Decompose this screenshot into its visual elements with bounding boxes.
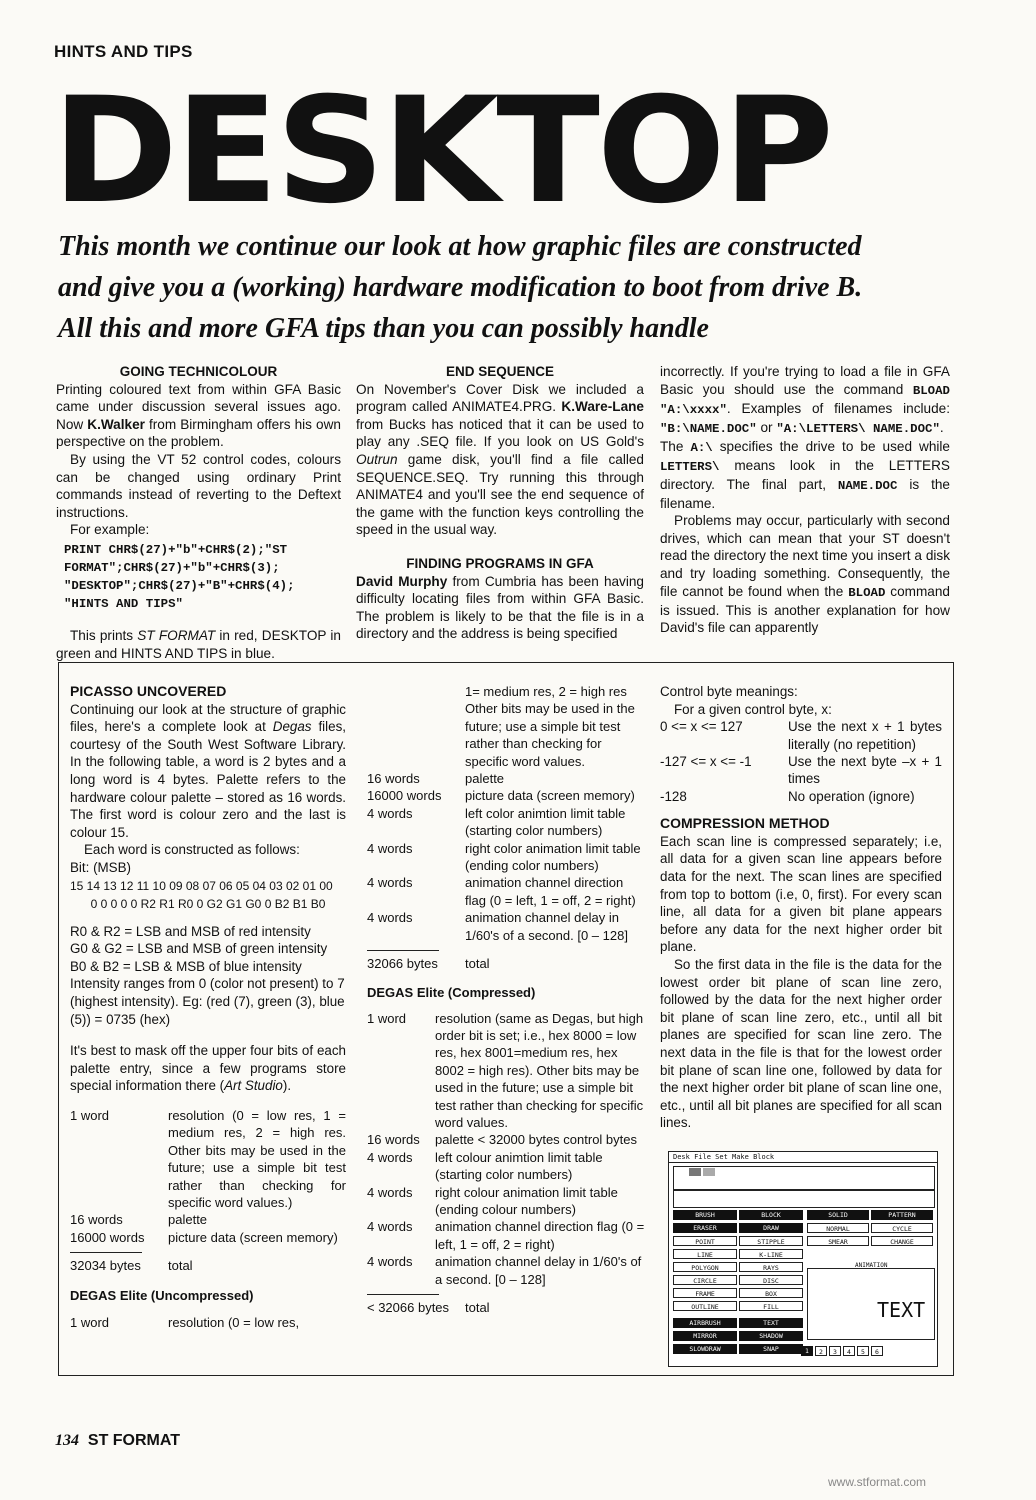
rgb-line: B0 & B2 = LSB & MSB of blue intensity (70, 958, 302, 974)
table-row: 16 words palette (70, 1212, 208, 1228)
tool-button: BLOCK (739, 1210, 803, 1220)
column-going-technicolour (56, 363, 341, 662)
tool-button: SMEAR (807, 1236, 869, 1246)
tool-button: CHANGE (871, 1236, 933, 1246)
tool-button: K-LINE (739, 1249, 803, 1259)
degas-elite-screenshot (668, 1151, 938, 1367)
tool-button: BRUSH (673, 1210, 737, 1220)
divider (367, 950, 439, 951)
tool-button: TEXT (739, 1318, 803, 1328)
control-row: 0 <= x <= 127 Use the next x + 1 bytes literally (no repetition) (660, 719, 942, 752)
tool-button: DISC (739, 1275, 803, 1285)
control-row: -128 No operation (ignore) (660, 788, 915, 804)
table-row: 4 words animation channel delay in 1/60's of a second. [0 – 128] (367, 1254, 642, 1287)
tool-button: POLYGON (673, 1262, 737, 1272)
paragraph: Problems may occur, particularly with second drives, which can mean that your ST doesn't read the directory the next time you insert a disk and try loading something. Consequently, the file cannot be found when the BLOAD command is issued. This is another explanation for how David's file can apparently (660, 513, 950, 636)
table-row: 16000 words picture data (screen memory) (70, 1229, 338, 1245)
bit-numbers: 15 14 13 12 11 10 09 08 07 06 05 04 03 02 01 00 (70, 878, 333, 893)
control-heading: Control byte meanings: (660, 684, 798, 699)
tool-button: SNAP (739, 1344, 803, 1354)
tool-button: OUTLINE (673, 1301, 737, 1311)
tool-button: FILL (739, 1301, 803, 1311)
tool-button: 5 (857, 1346, 869, 1356)
pattern-strip (673, 1190, 935, 1208)
paragraph: It's best to mask off the upper four bits of each palette entry, since a few programs store special information there (Art Studio). (70, 1043, 346, 1094)
control-subheading: For a given control byte, x: (674, 701, 832, 717)
paragraph: Each word is constructed as follows: (84, 842, 300, 858)
tool-button: MIRROR (673, 1331, 737, 1341)
table-row: 16 words palette (367, 771, 505, 787)
tool-button: LINE (673, 1249, 737, 1259)
table-row: 4 words left color animtion limit table (starting color numbers) (367, 805, 626, 839)
tool-button: 6 (871, 1346, 883, 1356)
table-row: 4 words animation channel delay in 1/60's of a second. [0 – 128] (367, 910, 628, 943)
control-row: -127 <= x <= -1 Use the next byte –x + 1 times (660, 754, 942, 787)
paragraph: So the first data in the file is the data for the lowest order bit plane of scan line zero, followed by the data for the next higher order bit plane of scan line zero, etc., until all bit planes are specified for scan line zero. The next data in the file is that for the lowest order bit plane of scan line one, followed by data for the next higher order bit plane of scan line one, etc., until all bit planes are specified for all scan lines. (660, 956, 942, 1131)
subheading: DEGAS Elite (Compressed) (367, 984, 536, 1000)
table-row: 4 words left colour animtion limit table (starting color numbers) (367, 1149, 603, 1183)
tool-button: CYCLE (871, 1223, 933, 1233)
section-tag: HINTS AND TIPS (54, 42, 193, 61)
paragraph: For example: (70, 522, 150, 538)
table-row: 1 word resolution (0 = low res, 1 = medium res, 2 = high res. Other bits may be used in the future; use a simple bit test rather than checking for specific word values.) (70, 1107, 346, 1210)
rgb-line: R0 & R2 = LSB and MSB of red intensity (70, 923, 311, 939)
paragraph: This prints ST FORMAT in red, DESKTOP in green and HINTS AND TIPS in blue. (56, 627, 341, 661)
standfirst-line: This month we continue our look at how graphic files are constructed (58, 231, 862, 262)
tool-button: ERASER (673, 1223, 737, 1233)
menu-bar: Desk File Set Make Block (669, 1152, 937, 1163)
table-row-total: < 32066 bytes total (367, 1300, 490, 1315)
table-row: 16 words palette < 32000 bytes control bytes (367, 1132, 637, 1148)
tool-button: 1 (801, 1346, 813, 1356)
paragraph: David Murphy from Cumbria has been having difficulty locating files from within GFA Basic. The problem is likely to be that the file is in a directory and the address is being specified (356, 573, 644, 642)
tool-button: NORMAL (807, 1223, 869, 1233)
paragraph: The A:\ specifies the drive to be used while LETTERS\ means look in the LETTERS directory. The final part, NAME.DOC is the filename. (660, 438, 950, 511)
paragraph: Continuing our look at the structure of graphic files, here's a complete look at Degas files, courtesy of the South West Software Library. In the following table, a word is 2 bytes and a long word is 4 bytes. Palette refers to the hardware colour palette – stored as 16 words. The first word is colour zero and the last is colour 15. (70, 701, 346, 840)
tool-button: RAYS (739, 1262, 803, 1272)
tool-button: 2 (815, 1346, 827, 1356)
heading-picasso-uncovered: PICASSO UNCOVERED (70, 683, 227, 699)
table-row: 16000 words picture data (screen memory) (367, 788, 635, 804)
table-row: 4 words right colour animation limit table (ending colour numbers) (367, 1184, 618, 1217)
page-number: 134 (55, 1432, 79, 1449)
code-block: PRINT CHR$(27)+"b"+CHR$(2);"ST FORMAT";CHR$(27)+"b"+CHR$(3); "DESKTOP";CHR$(27)+"B"+CHR$(4); "HINTS AND TIPS" (64, 542, 295, 611)
tool-button: CIRCLE (673, 1275, 737, 1285)
animation-label: ANIMATION (855, 1262, 888, 1269)
website-watermark: www.stformat.com (828, 1475, 927, 1489)
tool-button: FRAME (673, 1288, 737, 1298)
tool-button: SHADOW (739, 1331, 803, 1341)
box-column-1 (70, 683, 346, 1332)
paragraph: Each scan line is compressed separately; i.e, all data for a given scan line appears before data for the next. The scan lines are specified from top to bottom (i.e, 0, first). For every scan line, all data for a given bit plane appears before any data for the next higher order bit plane. (660, 833, 942, 955)
divider (367, 1294, 439, 1295)
rgb-line: G0 & G2 = LSB and MSB of green intensity (70, 941, 328, 957)
divider (70, 1252, 142, 1253)
table-row-total: 32066 bytes total (367, 956, 490, 972)
box-column-2 (367, 683, 647, 1316)
rgb-line: Intensity ranges from 0 (color not present) to 7 (highest intensity). Eg: (red (7), green (3), blue (5)) = 0735 (hex) (70, 976, 345, 1027)
box-column-3 (660, 683, 942, 1132)
subheading: DEGAS Elite (Uncompressed) (70, 1287, 254, 1303)
table-row: 1 word resolution (same as Degas, but high order bit is set; i.e., hex 8000 = low res, hex 8001=medium res, hex 8002 = high res). Other bits may be used in the future; use a simple bit test rather than checking for specific word values. (367, 1010, 644, 1130)
tool-button: BOX (739, 1288, 803, 1298)
paragraph: incorrectly. If you're trying to load a file in GFA Basic you should use the command BLOAD "A:\xxxx". Examples of filenames include: "B:\NAME.DOC" or "A:\LETTERS\ NAME.DOC". (660, 364, 950, 436)
paragraph: On November's Cover Disk we included a program called ANIMATE4.PRG. K.Ware-Lane from Bucks has noticed that it can be used to play any .SEQ file. If you look on US Gold's Outrun game disk, you'll find a file called SEQUENCE.SEQ. Try running this through ANIMATE4 and you'll see the end sequence of the game with the function keys controlling the speed in the usual way. (356, 381, 644, 538)
paragraph: By using the VT 52 control codes, colours can be changed using ordinary Print commands instead of reverting to the Deftext instructions. (56, 451, 341, 520)
palette-swatch (689, 1168, 701, 1176)
heading-end-sequence: END SEQUENCE (445, 364, 555, 379)
table-row-total: 32034 bytes total (70, 1258, 193, 1274)
tool-button: POINT (673, 1236, 737, 1246)
page-title: DESKTOP (52, 66, 831, 236)
table-row-continued: 1= medium res, 2 = high res Other bits may be used in the future; use a simple bit test rather than checking for specific word values. (465, 684, 635, 769)
tool-button: SLOWDRAW (673, 1344, 737, 1354)
table-row: 1 word resolution (0 = low res, (70, 1315, 300, 1331)
table-row: 4 words animation channel direction flag (0 = left, 1 = off, 2 = right) (367, 875, 636, 908)
tool-button: SOLID (807, 1210, 869, 1220)
tool-button: PATTERN (871, 1210, 933, 1220)
tool-button: STIPPLE (739, 1236, 803, 1246)
tool-button: 4 (843, 1346, 855, 1356)
page-footer (55, 1432, 180, 1450)
heading-compression-method: COMPRESSION METHOD (660, 815, 830, 832)
standfirst-line: All this and more GFA tips than you can possibly handle (58, 313, 709, 344)
column-end-sequence (356, 363, 644, 643)
heading-going-technicolour: GOING TECHNICOLOUR (119, 364, 278, 379)
standfirst (58, 226, 958, 349)
standfirst-line: and give you a (working) hardware modification to boot from drive B. (58, 272, 863, 303)
paragraph: Printing coloured text from within GFA Basic came under discussion several issues ago. Now K.Walker from Birmingham offers his own perspective on the problem. (56, 381, 341, 450)
bit-values: 0 0 0 0 0 R2 R1 R0 0 G2 G1 G0 0 B2 B1 B0 (90, 896, 326, 911)
heading-finding-programs: FINDING PROGRAMS IN GFA (406, 555, 594, 571)
tool-button: DRAW (739, 1223, 803, 1233)
bit-label: Bit: (MSB) (70, 859, 132, 875)
table-row: 4 words right color animation limit table (ending color numbers) (367, 840, 641, 874)
magazine-name: ST FORMAT (87, 1432, 181, 1449)
table-row: 4 words animation channel direction flag (0 = left, 1 = off, 2 = right) (367, 1219, 645, 1252)
column-continued (660, 363, 950, 637)
palette-swatch (703, 1168, 715, 1176)
tool-button: 3 (829, 1346, 841, 1356)
tool-button: AIRBRUSH (673, 1318, 737, 1328)
text-sample: TEXT (877, 1298, 926, 1322)
